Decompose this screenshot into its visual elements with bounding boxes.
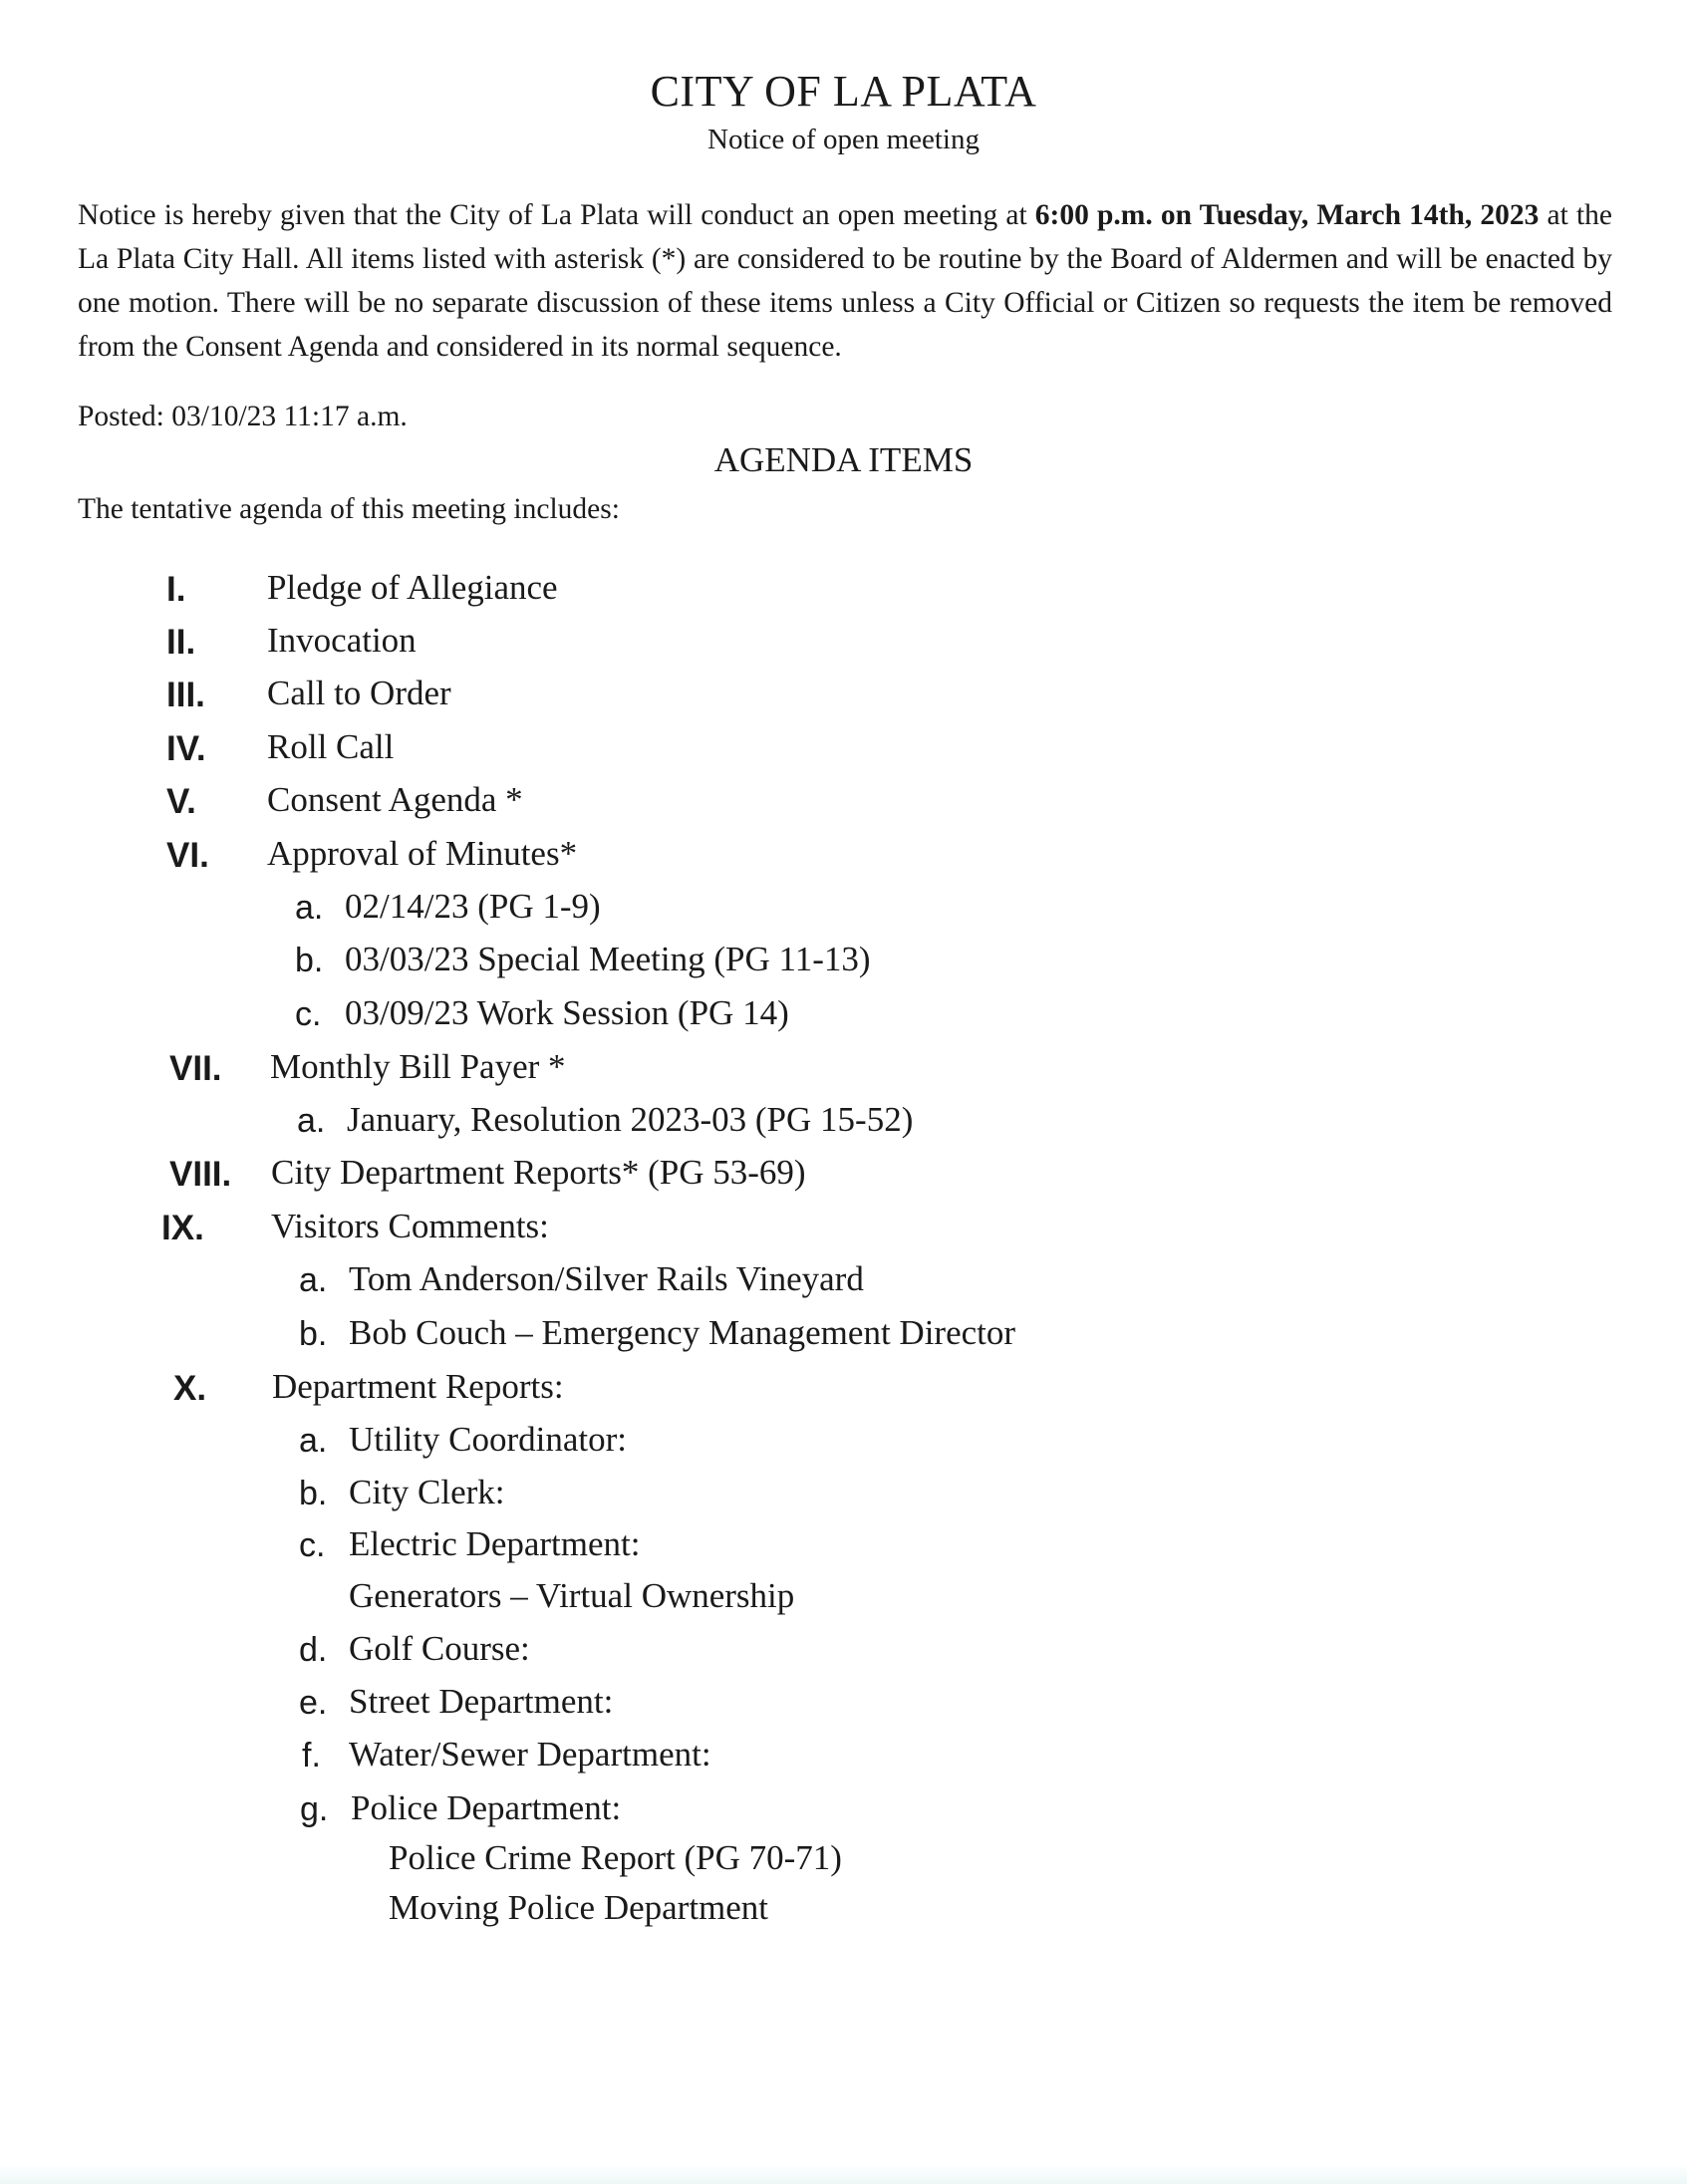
agenda-item-text: Visitors Comments: bbox=[271, 1207, 549, 1245]
notice-text-1: Notice is hereby given that the City of La Plata will conduct an open meeting at bbox=[78, 199, 1035, 231]
posted-timestamp: Posted: 03/10/23 11:17 a.m. bbox=[78, 401, 408, 432]
notice-meeting-datetime: 6:00 p.m. on Tuesday, March 14th, 2023 bbox=[1034, 199, 1540, 231]
agenda-heading: AGENDA ITEMS bbox=[713, 440, 974, 479]
department-letter: c. bbox=[299, 1526, 326, 1564]
department-item: Police Department: bbox=[351, 1788, 622, 1827]
scan-edge bbox=[0, 2164, 1687, 2184]
agenda-item-text: Call to Order bbox=[267, 674, 451, 712]
minutes-item: 03/09/23 Work Session (PG 14) bbox=[345, 993, 789, 1032]
department-letter: f. bbox=[302, 1737, 321, 1774]
visitor-item: Bob Couch – Emergency Management Director bbox=[349, 1313, 1016, 1352]
department-letter: a. bbox=[299, 1422, 328, 1460]
agenda-item-text: Invocation bbox=[267, 621, 417, 660]
agenda-item-number: VI. bbox=[166, 836, 209, 875]
department-item: Street Department: bbox=[349, 1682, 614, 1721]
notice-paragraph bbox=[78, 193, 1612, 369]
department-letter: g. bbox=[300, 1790, 329, 1828]
minutes-letter: b. bbox=[295, 942, 324, 979]
department-item: Electric Department: bbox=[349, 1524, 641, 1563]
police-detail: Moving Police Department bbox=[389, 1888, 769, 1927]
agenda-item-text: City Department Reports* (PG 53-69) bbox=[271, 1153, 806, 1192]
agenda-item-number: IV. bbox=[166, 729, 206, 768]
visitor-item: Tom Anderson/Silver Rails Vineyard bbox=[349, 1259, 864, 1298]
agenda-item-number: VII. bbox=[169, 1049, 222, 1088]
department-item: City Clerk: bbox=[349, 1473, 505, 1511]
notice-text-2: at the La Plata City Hall. All items listed with asterisk (*) are considered to be routine by the Board of Aldermen and will be enacted by one motion. There will be no separate discussion of these items unless a City Official or Citizen so requests the item be removed from the Consent Agenda and considered in its normal sequence. bbox=[78, 199, 1612, 363]
police-detail: Police Crime Report (PG 70-71) bbox=[389, 1838, 842, 1877]
document-title: CITY OF LA PLATA bbox=[650, 67, 1037, 116]
agenda-item-number: III. bbox=[166, 676, 205, 714]
visitor-letter: a. bbox=[299, 1261, 328, 1299]
minutes-item: 02/14/23 (PG 1-9) bbox=[345, 887, 601, 926]
agenda-item-text: Roll Call bbox=[267, 727, 395, 766]
agenda-item-text: Consent Agenda * bbox=[267, 780, 523, 819]
agenda-item-number: IX. bbox=[161, 1209, 204, 1247]
agenda-item-text: Pledge of Allegiance bbox=[267, 568, 558, 607]
bill-letter: a. bbox=[297, 1102, 326, 1140]
agenda-item-number: I. bbox=[166, 570, 186, 609]
agenda-item-text: Department Reports: bbox=[272, 1367, 564, 1406]
minutes-letter: c. bbox=[295, 995, 322, 1033]
agenda-item-number: X. bbox=[173, 1369, 207, 1408]
department-item: Water/Sewer Department: bbox=[349, 1735, 711, 1774]
department-item: Golf Course: bbox=[349, 1629, 530, 1668]
department-letter: b. bbox=[299, 1475, 328, 1512]
department-letter: d. bbox=[299, 1631, 328, 1669]
agenda-item-number: II. bbox=[166, 623, 196, 662]
bill-item: January, Resolution 2023-03 (PG 15-52) bbox=[347, 1100, 914, 1139]
agenda-item-number: V. bbox=[166, 782, 196, 821]
electric-detail: Generators – Virtual Ownership bbox=[349, 1576, 795, 1615]
agenda-item-number: VIII. bbox=[169, 1155, 232, 1194]
department-item: Utility Coordinator: bbox=[349, 1420, 628, 1459]
agenda-intro: The tentative agenda of this meeting includes: bbox=[78, 493, 620, 525]
agenda-item-text: Monthly Bill Payer * bbox=[270, 1047, 566, 1086]
department-letter: e. bbox=[299, 1684, 328, 1722]
agenda-item-text: Approval of Minutes* bbox=[267, 834, 578, 873]
minutes-letter: a. bbox=[295, 889, 324, 927]
document-subtitle: Notice of open meeting bbox=[707, 124, 980, 155]
minutes-item: 03/03/23 Special Meeting (PG 11-13) bbox=[345, 940, 871, 978]
visitor-letter: b. bbox=[299, 1315, 328, 1353]
